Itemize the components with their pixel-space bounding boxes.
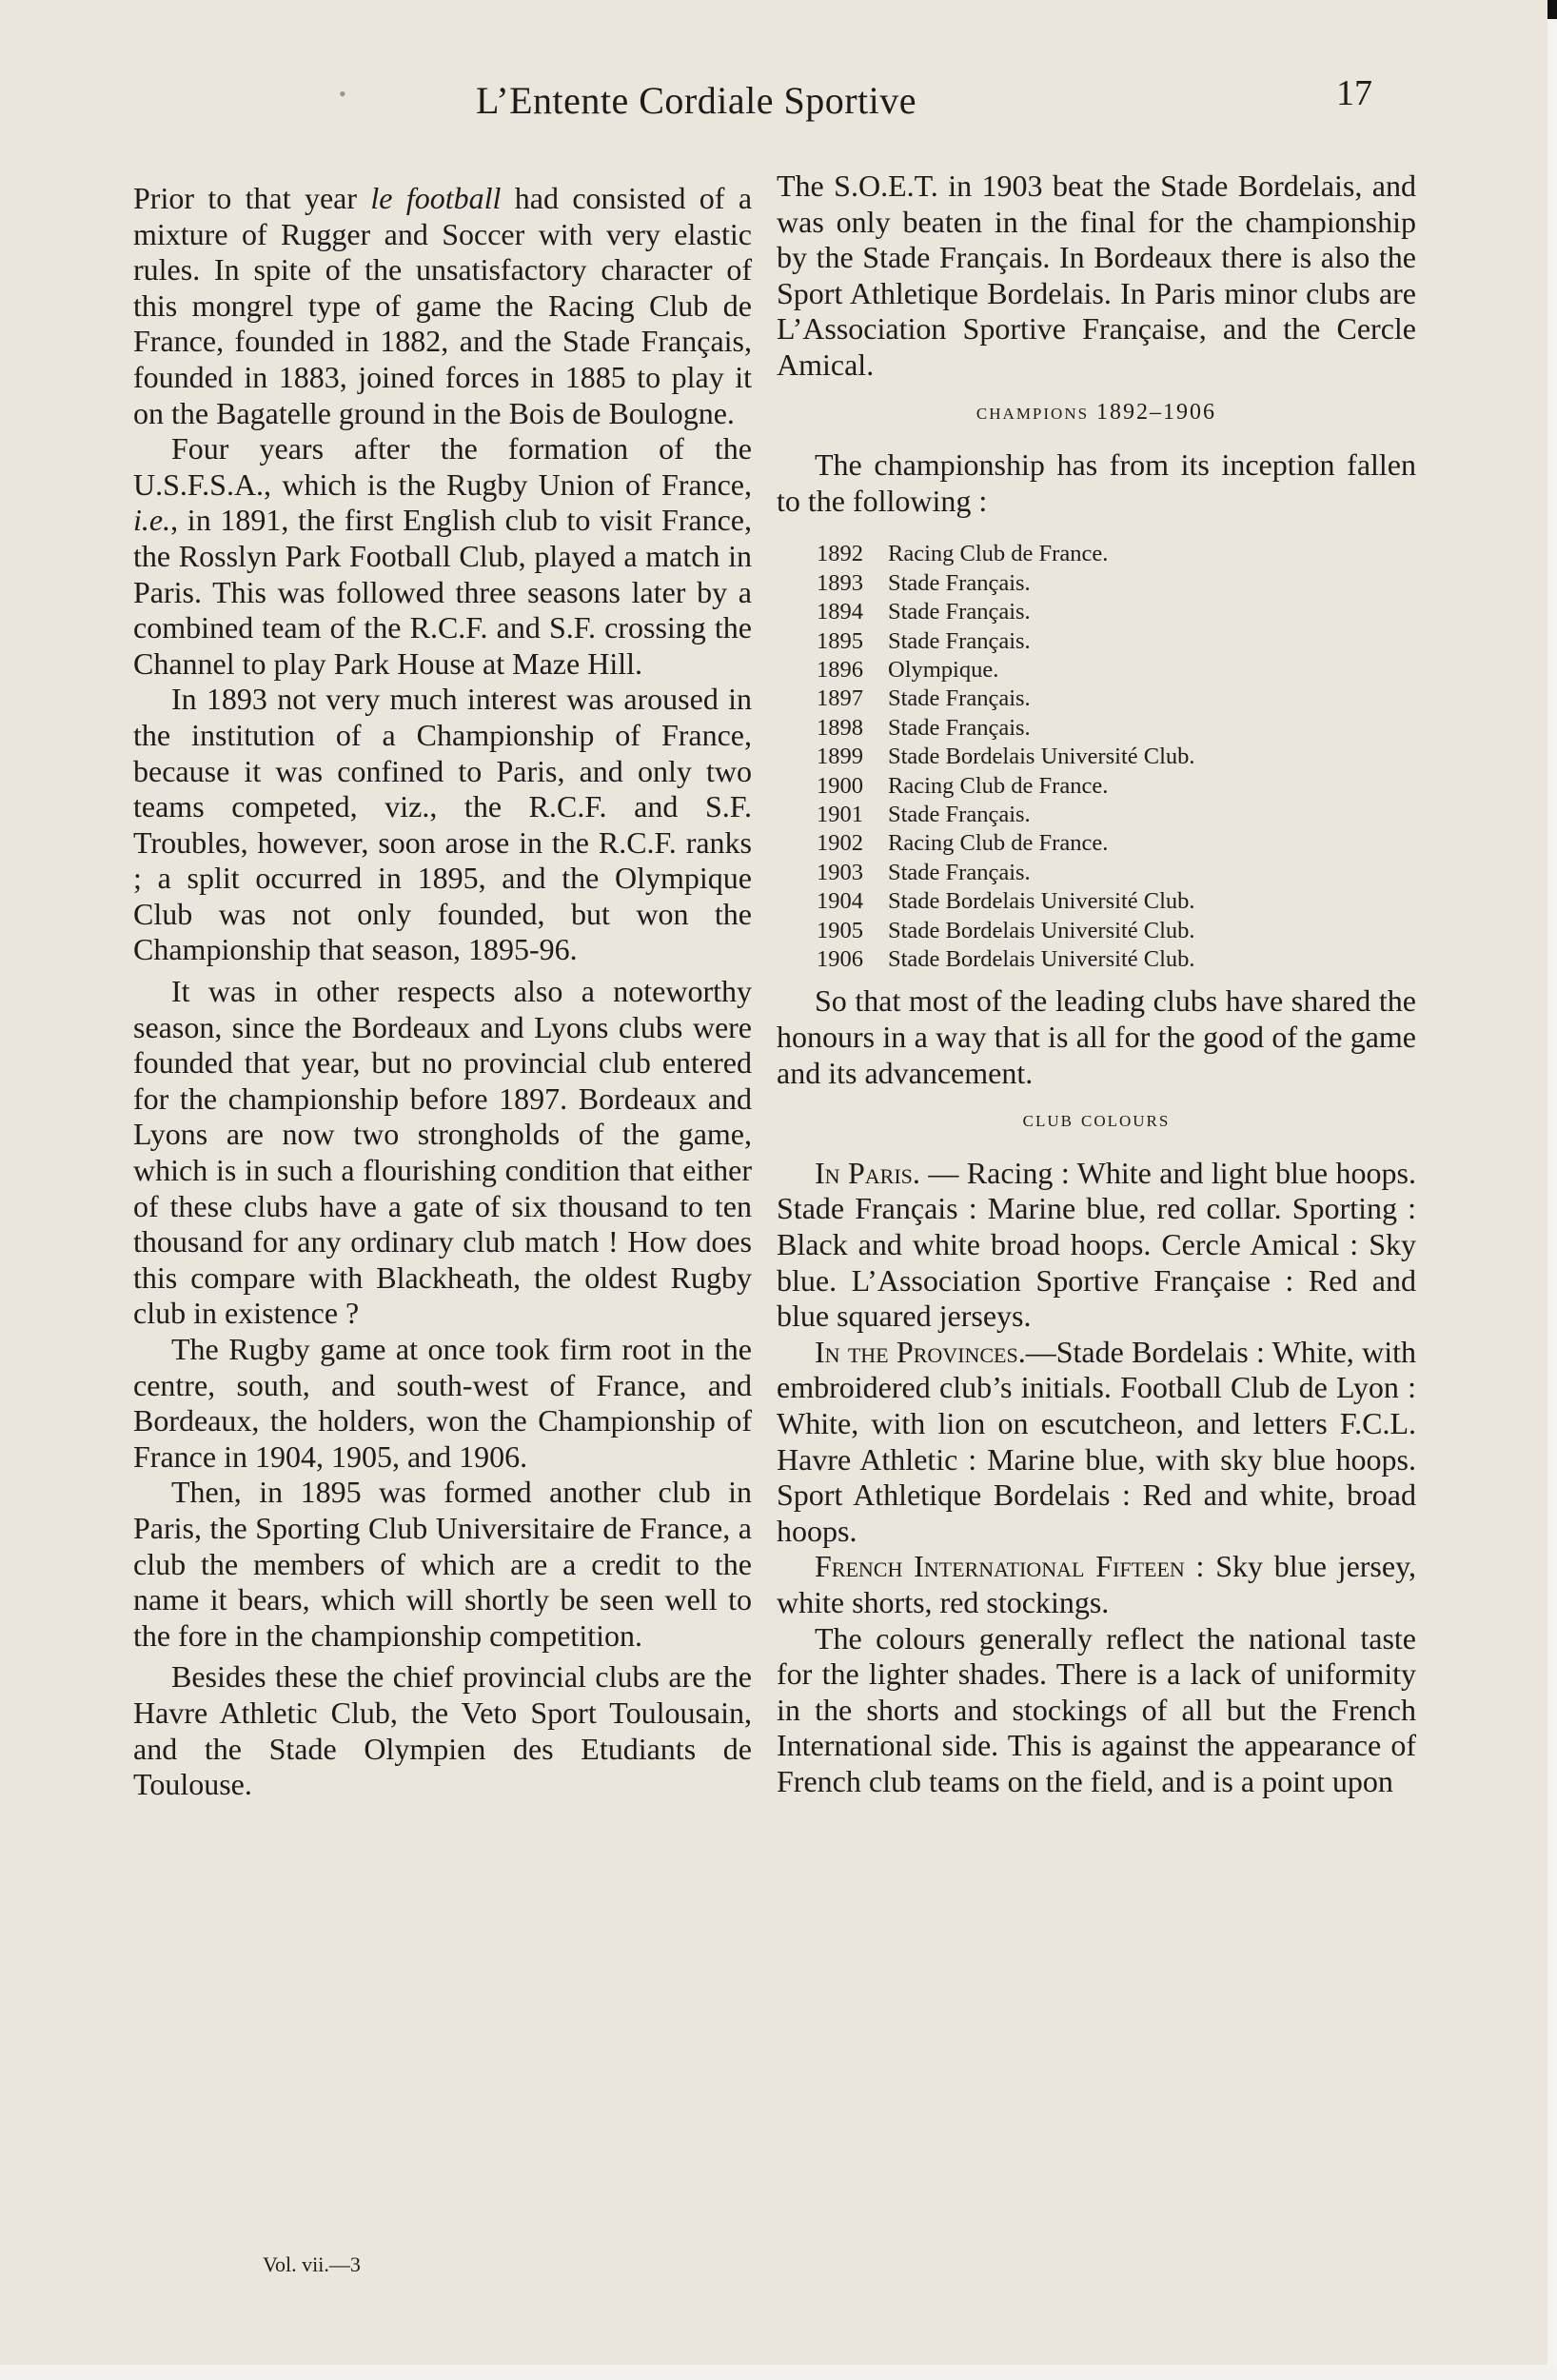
paragraph: Besides these the chief provincial clubs are the Havre Athletic Club, the Veto Sport Toulousain, and the Stade Olympien des Etudiants de Toulouse. (133, 1659, 752, 1802)
champion-row (817, 829, 1416, 858)
champion-year: 1906 (817, 946, 863, 973)
champion-year: 1892 (817, 541, 863, 567)
champion-club: Stade Français. (888, 714, 1031, 741)
paragraph-provinces-colours: In the Provinces.—Stade Bordelais : White, with embroidered club’s initials. Football Club de Lyon : White, with lion on escutcheon, and letters F.C.L. Havre Athletic : Marine blue, with sky blue hoops. Sport Athletique Bordelais : Red and white, broad hoops. (777, 1334, 1416, 1548)
champion-club: Stade Français. (888, 569, 1031, 596)
champion-club: Stade Français. (888, 599, 1031, 625)
page-edge-bottom (0, 2365, 1557, 2380)
champion-club: Racing Club de France. (888, 541, 1109, 567)
champion-club: Stade Bordelais Université Club. (888, 888, 1195, 915)
champion-row (817, 684, 1416, 713)
champion-year: 1905 (817, 917, 863, 943)
champion-year: 1895 (817, 627, 863, 654)
champion-row (817, 743, 1416, 771)
champion-club: Stade Français. (888, 627, 1031, 654)
champion-year: 1898 (817, 714, 863, 741)
right-column (777, 169, 1416, 1800)
left-column (133, 181, 752, 1803)
champion-year: 1903 (817, 859, 863, 885)
champion-row (817, 887, 1416, 916)
page-number: 17 (1336, 73, 1372, 113)
champion-club: Stade Français. (888, 859, 1031, 885)
champion-year: 1900 (817, 772, 863, 799)
signature-mark: Vol. vii.—3 (263, 2252, 361, 2276)
paragraph: Then, in 1895 was formed another club in Paris, the Sporting Club Universitaire de France, a club the members of which are a credit to the name it bears, which will shortly be seen well to the fore in the championship competition. (133, 1475, 752, 1653)
champion-row (817, 917, 1416, 945)
champion-club: Racing Club de France. (888, 830, 1109, 857)
champion-year: 1902 (817, 830, 863, 857)
champion-club: Stade Français. (888, 802, 1031, 827)
champion-year: 1893 (817, 569, 863, 596)
running-head-title: L’Entente Cordiale Sportive (476, 79, 917, 122)
paragraph: The Rugby game at once took firm root in the centre, south, and south-west of France, and Bordeaux, the holders, won the Championship of France in 1904, 1905, and 1906. (133, 1332, 752, 1474)
champion-row (817, 859, 1416, 887)
paragraph: Four years after the formation of the U.S.F.S.A., which is the Rugby Union of France, i.e., in 1891, the first English club to visit France, the Rosslyn Park Football Club, played a match in Paris. This was followed three seasons later by a combined team of the R.C.F. and S.F. crossing the Channel to play Park House at Maze Hill. (133, 431, 752, 681)
paragraph: The championship has from its inception fallen to the following : (777, 447, 1416, 518)
ink-speck: • (339, 82, 346, 106)
champion-year: 1899 (817, 744, 863, 770)
champion-club: Stade Bordelais Université Club. (888, 917, 1195, 943)
champion-row (817, 598, 1416, 626)
champion-club: Stade Bordelais Université Club. (888, 744, 1195, 770)
champions-list (817, 540, 1416, 974)
section-heading-champions: champions 1892–1906 (976, 399, 1217, 425)
champion-club: Stade Français. (888, 685, 1031, 712)
paragraph: The S.O.E.T. in 1903 beat the Stade Bordelais, and was only beaten in the final for the championship by the Stade Français. In Bordeaux there is also the Sport Athletique Bordelais. In Paris minor clubs are L’Association Sportive Française, and the Cercle Amical. (777, 169, 1416, 382)
champion-club: Olympique. (888, 656, 999, 683)
paragraph: The colours generally reflect the national taste for the lighter shades. There is a lack of uniformity in the shorts and stockings of all but the French International side. This is against the appearance of French club teams on the field, and is a point upon (777, 1620, 1416, 1798)
champion-club: Racing Club de France. (888, 772, 1109, 799)
champion-year: 1896 (817, 656, 863, 683)
page-edge-right (1547, 0, 1557, 2380)
champion-row (817, 772, 1416, 801)
section-heading-club-colours: club colours (1022, 1107, 1171, 1133)
champion-club: Stade Bordelais Université Club. (888, 946, 1195, 973)
champion-year: 1901 (817, 802, 863, 827)
champion-row (817, 801, 1416, 829)
champion-row (817, 945, 1416, 974)
paragraph: It was in other respects also a noteworthy season, since the Bordeaux and Lyons clubs were founded that year, but no provincial club entered for the championship before 1897. Bordeaux and Lyons are now two strongholds of the game, which is in such a flourishing condition that either of these clubs have a gate of six thousand to ten thousand for any ordinary club match ! How does this compare with Blackheath, the oldest Rugby club in existence ? (133, 974, 752, 1331)
champion-year: 1904 (817, 888, 863, 915)
paragraph: Prior to that year le football had consisted of a mixture of Rugger and Soccer with very elastic rules. In spite of the unsatisfactory character of this mongrel type of game the Racing Club de France, founded in 1882, and the Stade Français, founded in 1883, joined forces in 1885 to play it on the Bagatelle ground in the Bois de Boulogne. (133, 181, 753, 430)
champion-row (817, 656, 1416, 684)
paragraph: So that most of the leading clubs have shared the honours in a way that is all for the good of the game and its advancement. (777, 983, 1416, 1090)
champion-year: 1894 (817, 599, 863, 625)
champion-row (817, 540, 1416, 568)
paragraph-paris-colours: In Paris. — Racing : White and light blue hoops. Stade Français : Marine blue, red collar. Sporting : Black and white broad hoops. Cercle Amical : Sky blue. L’Association Sportive Française : Red and blue squared jerseys. (777, 1155, 1416, 1334)
champion-row (817, 627, 1416, 656)
champion-row (817, 569, 1416, 598)
paragraph: In 1893 not very much interest was aroused in the institution of a Championship of France, because it was confined to Paris, and only two teams competed, viz., the R.C.F. and S.F. Troubles, however, soon arose in the R.C.F. ranks ; a split occurred in 1895, and the Olympique Club was not only founded, but won the Championship that season, 1895-96. (133, 682, 752, 967)
champion-row (817, 714, 1416, 743)
paragraph-french-fifteen-colours: French International Fifteen : Sky blue jersey, white shorts, red stockings. (777, 1549, 1417, 1619)
champion-year: 1897 (817, 685, 863, 712)
